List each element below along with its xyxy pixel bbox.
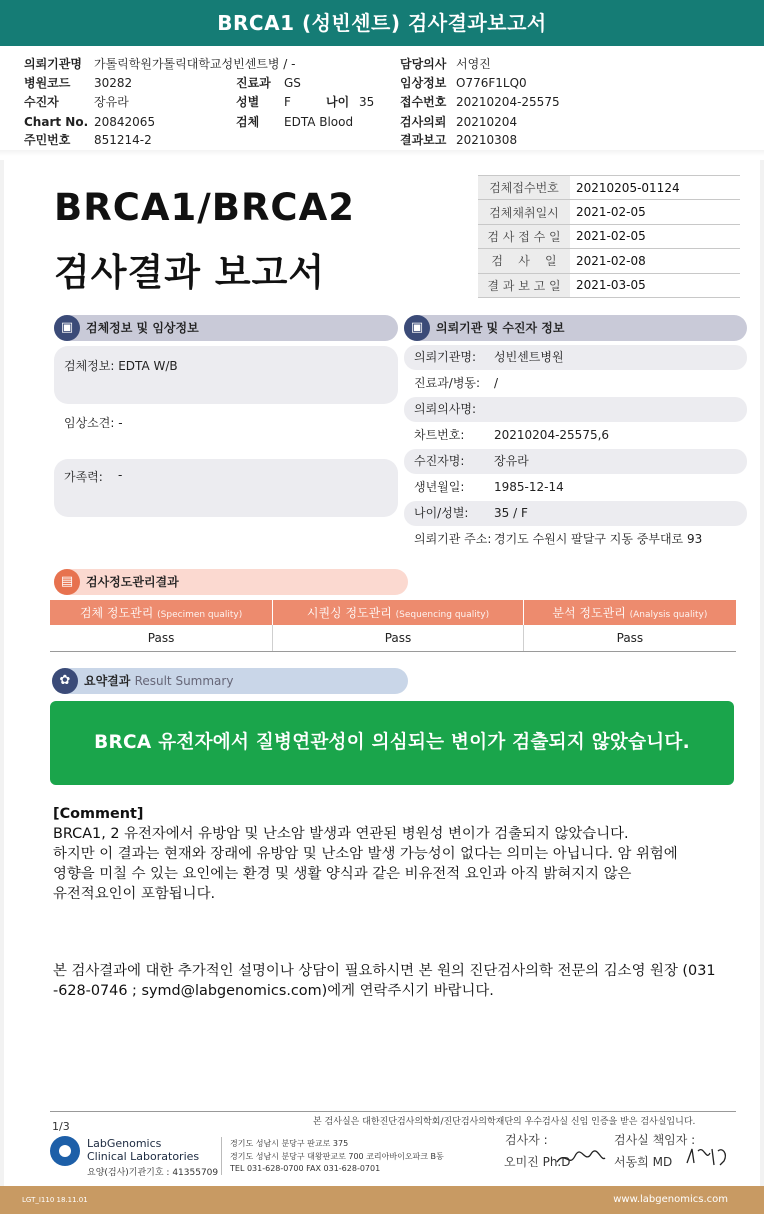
specimen-value: 2021-02-05 (570, 224, 740, 248)
qc-col-ko: 검체 정도관리 (79, 606, 154, 620)
list-item (404, 371, 747, 396)
report-date-value: 20210308 (456, 133, 518, 147)
form-code: LGT_I110 18.11.01 (22, 1196, 88, 1204)
list-item (404, 449, 747, 474)
footer-divider (50, 1111, 736, 1112)
family-value: - (118, 468, 123, 482)
report-date-row (400, 133, 517, 148)
org-row (24, 57, 295, 72)
comment-line: 하지만 이 결과는 현재와 장래에 유방암 및 난소암 발생 가능성이 없다는 의미는 아닙니다. 암 위험에 (53, 846, 678, 862)
chart-label: Chart No. (24, 115, 89, 129)
institution-value: 1985-12-14 (494, 480, 564, 494)
dept-row (236, 76, 301, 91)
lab-phone: TEL 031-628-0700 FAX 031-628-0701 (230, 1164, 381, 1173)
list-item (404, 475, 747, 500)
rrn-label: 주민번호 (24, 133, 71, 147)
ribbon-icon: ✿ (52, 668, 78, 694)
receipt-row (400, 95, 560, 110)
director-signature (684, 1143, 732, 1169)
family-label: 가족력: (64, 470, 103, 484)
institution-key: 수진자명: (414, 454, 465, 468)
summary-title-en: Result Summary (134, 674, 234, 688)
clinical-info-text: 임상소견: - (64, 416, 123, 430)
list-item (404, 423, 747, 448)
result-summary-banner: BRCA 유전자에서 질병연관성이 의심되는 변이가 검출되지 않았습니다. (50, 701, 734, 785)
table-row (50, 625, 736, 651)
qc-column-header (50, 600, 273, 625)
lab-code: 요양(검사)기관기호 : 41355709 (87, 1168, 219, 1178)
table-header-row (50, 600, 736, 625)
qc-title: 검사정도관리결과 (86, 575, 179, 589)
website-link[interactable]: www.labgenomics.com (613, 1194, 728, 1205)
comment-line: 영향을 미칠 수 있는 요인에는 환경 및 생활 양식과 같은 비유전적 요인과 아직 밝혀지지 않은 (53, 866, 632, 882)
specimen-key: 검체채취일시 (478, 200, 570, 224)
page-number: 1/3 (52, 1120, 70, 1133)
chart-row (24, 115, 155, 130)
specimen-box (54, 346, 398, 404)
sex-label: 성별 (236, 95, 260, 109)
table-row (478, 273, 740, 297)
examiner-name: 오미진 Ph.D (504, 1155, 571, 1169)
specimen-value: 2021-02-08 (570, 249, 740, 273)
request-label: 검사의뢰 (400, 115, 447, 129)
clipboard-icon: ▤ (54, 569, 80, 595)
sex-row (236, 95, 291, 110)
rrn-row (24, 133, 152, 148)
lab-name-sub: Clinical Laboratories (87, 1150, 200, 1163)
dept-label: 진료과 (236, 76, 271, 90)
qc-column-header (523, 600, 736, 625)
qc-value: Pass (523, 625, 736, 651)
specimen-info-title: 검체정보 및 임상정보 (86, 321, 199, 335)
main-title-line1: BRCA1/BRCA2 (54, 186, 355, 229)
footer-vertical-divider (221, 1137, 222, 1175)
patient-value: 장유라 (94, 95, 129, 109)
specimen-info-text: 검체정보: EDTA W/B (64, 359, 178, 373)
institution-icon: ▣ (404, 315, 430, 341)
specimen-key: 검체접수번호 (478, 176, 570, 200)
specimen-key: 결 과 보 고 일 (478, 273, 570, 297)
specimen-value: 2021-03-05 (570, 273, 740, 297)
age-label: 나이 (326, 95, 350, 109)
specimen-label: 검체 (236, 115, 260, 129)
qc-value: Pass (50, 625, 273, 651)
patient-row (24, 95, 129, 110)
hosp-code-row (24, 76, 132, 91)
institution-key: 의뢰기관 주소: (414, 532, 492, 546)
institution-title: 의뢰기관 및 수진자 정보 (436, 321, 565, 335)
labgenomics-logo (50, 1136, 80, 1166)
institution-key: 나이/성별: (414, 506, 469, 520)
specimen-date-table (478, 175, 740, 298)
institution-key: 의뢰기관명: (414, 350, 477, 364)
specimen-value: 20210205-01124 (570, 176, 740, 200)
comment-line: 유전적요인이 포함됩니다. (53, 886, 216, 902)
institution-value: 장유라 (494, 454, 529, 468)
qc-header (54, 569, 408, 595)
rrn-value: 851214-2 (94, 133, 152, 147)
table-row (478, 176, 740, 200)
qc-value: Pass (273, 625, 524, 651)
report-title-bar (0, 0, 764, 46)
qc-col-ko: 분석 정도관리 (552, 606, 626, 620)
director-label: 검사실 책임자 : (614, 1133, 696, 1147)
org-label: 의뢰기관명 (24, 57, 82, 71)
table-row (478, 200, 740, 224)
qc-column-header (273, 600, 524, 625)
institution-value: 경기도 수원시 팔달구 지동 중부대로 93 (494, 532, 703, 546)
receipt-label: 접수번호 (400, 95, 447, 109)
summary-header (52, 668, 408, 694)
specimen-key: 검 사 일 (478, 249, 570, 273)
summary-title-ko: 요약결과 (84, 674, 131, 688)
page-margin-left (0, 160, 4, 1194)
list-item (404, 501, 747, 526)
specimen-row (236, 115, 353, 130)
org-value: 가톨릭학원가톨릭대학교성빈센트병 / - (94, 57, 296, 71)
logo-inner (59, 1145, 71, 1157)
report-title: BRCA1 (성빈센트) 검사결과보고서 (217, 11, 547, 35)
institution-value: 20210204-25575,6 (494, 428, 610, 442)
chart-value: 20842065 (94, 115, 156, 129)
clinical-value: O776F1LQ0 (456, 76, 527, 90)
clinical-row (400, 76, 527, 91)
lab-address: 경기도 성남시 분당구 판교로 375 (230, 1139, 349, 1148)
clinical-label: 임상정보 (400, 76, 447, 90)
list-item (404, 397, 747, 422)
lab-address: 경기도 성남시 분당구 대왕판교로 700 코리아바이오파크 B동 (230, 1152, 444, 1161)
hosp-code-label: 병원코드 (24, 76, 71, 90)
footer-bar (0, 1186, 764, 1214)
list-item (404, 527, 747, 552)
summary-title (84, 668, 233, 694)
specimen-key: 검 사 접 수 일 (478, 224, 570, 248)
dept-value: GS (284, 76, 301, 90)
report-date-label: 결과보고 (400, 133, 447, 147)
table-row (478, 249, 740, 273)
qc-col-en: (Sequencing quality) (395, 610, 490, 620)
doctor-label: 담당의사 (400, 57, 447, 71)
contact-line: -628-0746 ; symd@labgenomics.com)에게 연락주시기 바랍니다. (53, 983, 494, 999)
lab-name: LabGenomics (87, 1137, 162, 1150)
table-row (478, 224, 740, 248)
institution-key: 진료과/병동: (414, 376, 481, 390)
examiner-signature (555, 1146, 607, 1170)
age-row (326, 95, 374, 110)
specimen-info-header (54, 315, 398, 341)
specimen-value: 2021-02-05 (570, 200, 740, 224)
institution-value: 35 / F (494, 506, 528, 520)
institution-header (404, 315, 747, 341)
header-divider (0, 150, 764, 156)
comment-title: [Comment] (53, 806, 144, 822)
qc-col-en: (Specimen quality) (157, 610, 243, 620)
institution-value: / (494, 376, 499, 390)
qc-table (50, 600, 736, 652)
request-row (400, 115, 517, 130)
request-value: 20210204 (456, 115, 518, 129)
institution-value: 성빈센트병원 (494, 350, 564, 364)
doctor-value: 서영진 (456, 57, 491, 71)
main-title-line2: 검사결과 보고서 (54, 251, 326, 294)
page-margin-right (760, 160, 764, 1194)
institution-key: 차트번호: (414, 428, 465, 442)
sex-value: F (284, 95, 291, 109)
family-box (54, 459, 398, 517)
doctor-row (400, 57, 491, 72)
receipt-value: 20210204-25575 (456, 95, 560, 109)
qc-col-ko: 시퀀싱 정도관리 (306, 606, 392, 620)
specimen-value: EDTA Blood (284, 115, 354, 129)
hosp-code-value: 30282 (94, 76, 133, 90)
comment-line: BRCA1, 2 유전자에서 유방암 및 난소암 발생과 연관된 병원성 변이가 검출되지 않았습니다. (53, 826, 629, 842)
list-item (404, 345, 747, 370)
director-name: 서동희 MD (614, 1155, 673, 1169)
patient-label: 수진자 (24, 95, 59, 109)
institution-key: 생년월일: (414, 480, 465, 494)
contact-line: 본 검사결과에 대한 추가적인 설명이나 상담이 필요하시면 본 원의 진단검사의학 전문의 김소영 원장 (031 (53, 963, 716, 979)
certification-note: 본 검사실은 대한진단검사의학회/진단검사의학재단의 우수검사실 신임 인증을 받은 검사실입니다. (313, 1117, 696, 1127)
institution-key: 의뢰의사명: (414, 402, 477, 416)
age-value: 35 (359, 95, 375, 109)
qc-col-en: (Analysis quality) (629, 610, 708, 620)
examiner-label: 검사자 : (505, 1133, 548, 1147)
specimen-info-icon: ▣ (54, 315, 80, 341)
